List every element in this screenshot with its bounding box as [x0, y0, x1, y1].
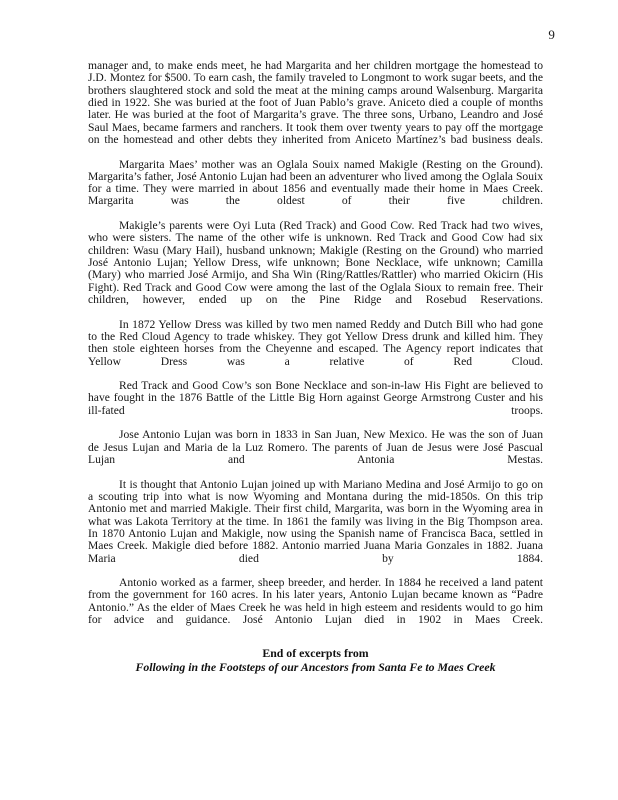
paragraph: Jose Antonio Lujan was born in 1833 in San Juan, New Mexico. He was the son of Juan de Jesus Lujan and Maria de la Luz Romero. The parents of Juan de Jesus were José Pascual Lujan and Antonia Mestas. — [88, 428, 543, 466]
end-of-excerpts-label: End of excerpts from — [262, 646, 369, 660]
source-book-title: Following in the Footsteps of our Ancestors from Santa Fe to Maes Creek — [135, 660, 496, 674]
paragraph: Red Track and Good Cow’s son Bone Necklace and son-in-law His Fight are believed to have fought in the 1876 Battle of the Little Big Horn against George Armstrong Custer and his ill-fated troops. — [88, 379, 543, 417]
paragraph: Antonio worked as a farmer, sheep breeder, and herder. In 1884 he received a land patent from the government for 160 acres. In his later years, Antonio Lujan became known as “Padre Antonio.” As the elder of Maes Creek he was held in high esteem and residents would to go him for advice and guidance. José Antonio Lujan died in 1902 in Maes Creek. — [88, 576, 543, 627]
paragraph: manager and, to make ends meet, he had Margarita and her children mortgage the homestead to J.D. Montez for $500. To earn cash, the family traveled to Longmont to work sugar beets, and the brothers slaughtered stock and sold the meat at the mining camps around Walsenburg. Margarita died in 1922. She was buried at the foot of Juan Pablo’s grave. Aniceto died a couple of months later. He was buried at the foot of Margarita’s grave. The three sons, Urbano, Leandro and José Saul Maes, became farmers and ranchers. It took them over twenty years to pay off the mortgage on the homestead and other debts they inherited from Aniceto Martínez’s bad business deals. — [88, 59, 543, 146]
paragraph: Margarita Maes’ mother was an Oglala Souix named Makigle (Resting on the Ground). Margarita’s father, José Antonio Lujan had been an adventurer who lived among the Oglala Souix for a time. They were married in about 1856 and eventually made their home in Maes Creek. Margarita was the oldest of their five children. — [88, 157, 544, 208]
paragraph: In 1872 Yellow Dress was killed by two men named Reddy and Dutch Bill who had gone to the Red Cloud Agency to trade whiskey. They got Yellow Dress drunk and killed him. They then stole eighteen horses from the Cheyenne and escaped. The Agency report indicates that Yellow Dress was a relative of Red Cloud. — [88, 317, 543, 368]
closing-block — [88, 646, 543, 674]
paragraph: Makigle’s parents were Oyi Luta (Red Track) and Good Cow. Red Track had two wives, who were sisters. The name of the other wife is unknown. Red Track and Good Cow had six children: Wasu (Mary Hail), husband unknown; Makigle (Resting on the Ground) who married José Antonio Lujan; Yellow Dress, wife unknown; Bone Necklace, wife unknown; Camilla (Mary) who married José Armijo, and Sha Win (Ring/Rattles/Rattler) who married Okicirn (His Fight). Red Track and Good Cow were among the last of the Oglala Sioux to remain free. Their children, however, ended up on the Pine Ridge and Rosebud Reservations. — [88, 219, 543, 306]
paragraph: It is thought that Antonio Lujan joined up with Mariano Medina and José Armijo to go on a scouting trip into what is now Wyoming and Montana during the mid-1850s. On this trip Antonio met and married Makigle. Their first child, Margarita, was born in the Wyoming area in what was Lakota Territory at the time. In 1861 the family was living in the Big Thompson area. In 1870 Antonio Lujan and Makigle, now using the Spanish name of Francisca Baca, settled in Maes Creek. Makigle died before 1882. Antonio married Juana Maria Gonzales in 1882. Juana Maria died by 1884. — [88, 477, 543, 565]
body-text-column — [88, 60, 543, 639]
page-number: 9 — [548, 27, 555, 42]
